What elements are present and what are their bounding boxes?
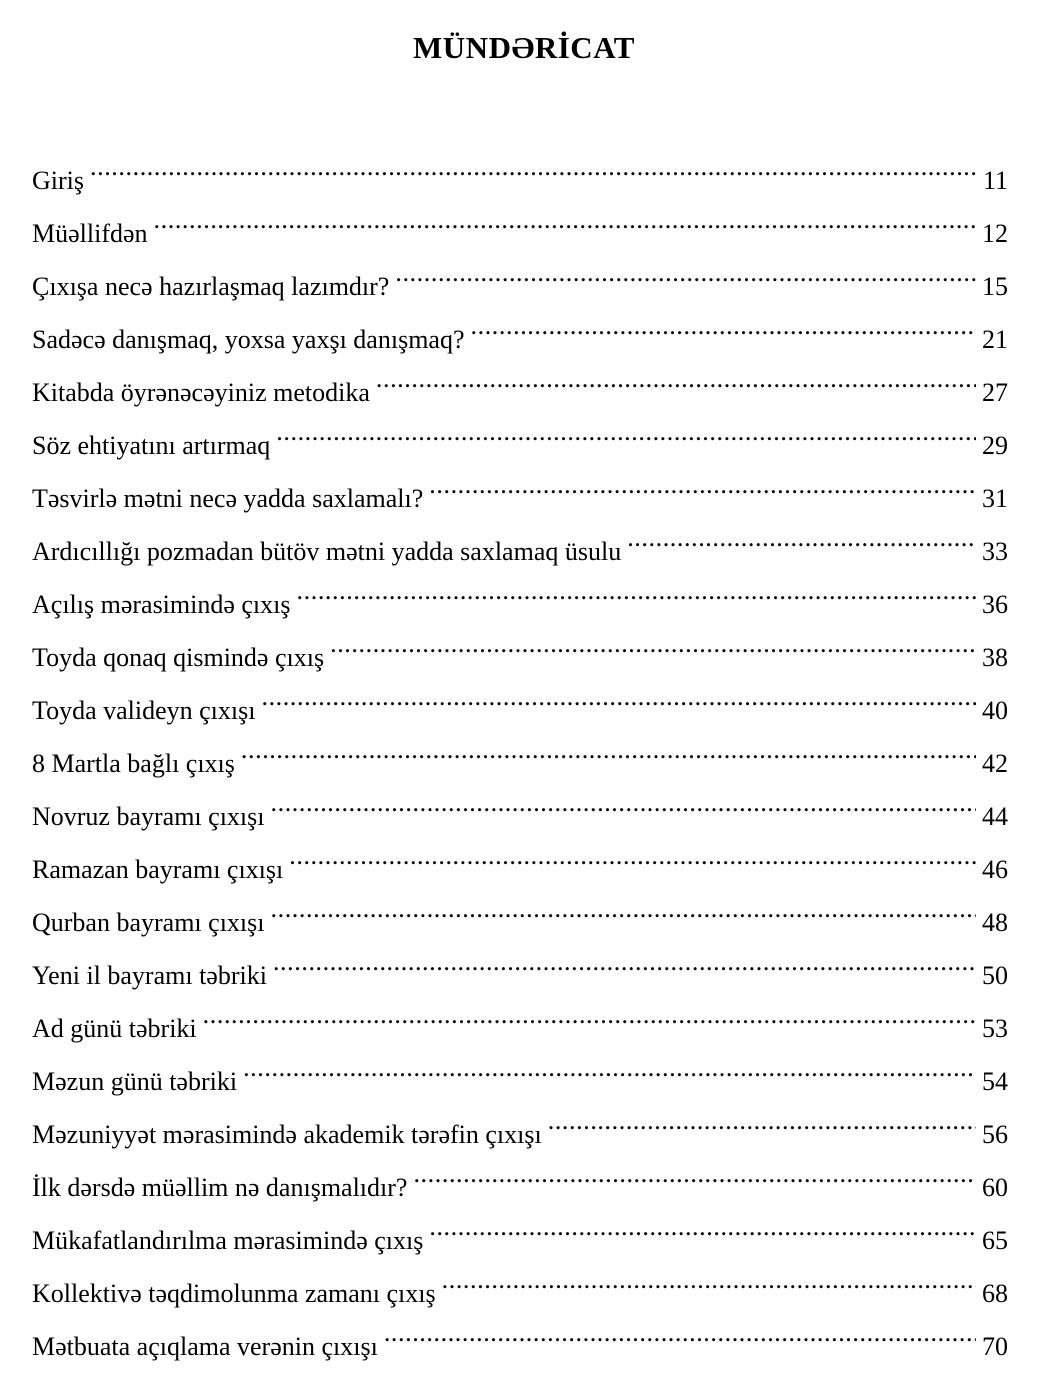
dot-leader: [261, 675, 976, 719]
toc-entry: [32, 410, 1008, 463]
dot-leader: [384, 1311, 976, 1355]
dot-leader: [330, 622, 976, 666]
dot-leader: [276, 410, 976, 454]
toc-entry-page-number: 70: [982, 1332, 1008, 1361]
dot-leader: [271, 781, 977, 825]
dot-leader: [376, 357, 976, 401]
toc-entry-label: Məzuniyyət mərasimində akademik tərəfin çıxışı: [32, 1120, 542, 1149]
toc-entry-page-number: 60: [982, 1173, 1008, 1202]
toc-entry-label: Açılış mərasimində çıxış: [32, 590, 291, 619]
toc-entry-page-number: 53: [982, 1014, 1008, 1043]
toc-entry-page-number: 38: [982, 643, 1008, 672]
toc-entry-label: Toyda valideyn çıxışı: [32, 696, 256, 725]
toc-entry-page-number: 40: [982, 696, 1008, 725]
toc-entry-page-number: 11: [982, 166, 1008, 195]
toc-entry: [32, 1258, 1008, 1311]
toc-entry: [32, 834, 1008, 887]
toc-entry-label: Söz ehtiyatını artırmaq: [32, 431, 271, 460]
dot-leader: [413, 1152, 976, 1196]
toc-entry-page-number: 65: [982, 1226, 1008, 1255]
toc-entry: [32, 781, 1008, 834]
toc-entry: [32, 622, 1008, 675]
toc-entry: [32, 251, 1008, 304]
toc-entry-page-number: 31: [982, 484, 1008, 513]
table-of-contents: [32, 145, 1008, 1364]
toc-entry-label: Yeni il bayramı təbriki: [32, 961, 267, 990]
dot-leader: [289, 834, 976, 878]
dot-leader: [271, 887, 977, 931]
dot-leader: [203, 993, 976, 1037]
dot-leader: [627, 516, 976, 560]
toc-entry: [32, 463, 1008, 516]
toc-entry-label: Toyda qonaq qismində çıxış: [32, 643, 325, 672]
toc-entry-label: Məzun günü təbriki: [32, 1067, 238, 1096]
toc-entry-label: Giriş: [32, 166, 84, 195]
dot-leader: [297, 569, 976, 613]
page-title: MÜNDƏRİCAT: [413, 30, 635, 65]
toc-entry: [32, 1311, 1008, 1364]
dot-leader: [548, 1099, 976, 1143]
toc-entry-label: Ardıcıllığı pozmadan bütöv mətni yadda saxlamaq üsulu: [32, 537, 622, 566]
toc-entry-page-number: 21: [982, 325, 1008, 354]
toc-entry-page-number: 56: [982, 1120, 1008, 1149]
toc-entry: [32, 887, 1008, 940]
toc-entry-page-number: 15: [982, 272, 1008, 301]
toc-entry: [32, 1099, 1008, 1152]
toc-entry: [32, 357, 1008, 410]
toc-entry-page-number: 46: [982, 855, 1008, 884]
toc-entry: [32, 304, 1008, 357]
dot-leader: [273, 940, 976, 984]
toc-entry: [32, 675, 1008, 728]
toc-entry-label: Ad günü təbriki: [32, 1014, 197, 1043]
toc-entry: [32, 569, 1008, 622]
toc-entry: [32, 1152, 1008, 1205]
dot-leader: [241, 728, 976, 772]
toc-entry-label: Kollektivə təqdimolunma zamanı çıxış: [32, 1279, 436, 1308]
toc-entry: [32, 1046, 1008, 1099]
toc-entry-page-number: 54: [982, 1067, 1008, 1096]
toc-entry-page-number: 50: [982, 961, 1008, 990]
toc-entry-label: 8 Martla bağlı çıxış: [32, 749, 235, 778]
toc-entry-label: Novruz bayramı çıxışı: [32, 802, 265, 831]
toc-entry-label: Kitabda öyrənəcəyiniz metodika: [32, 378, 370, 407]
toc-entry-label: Sadəcə danışmaq, yoxsa yaxşı danışmaq?: [32, 325, 465, 354]
toc-entry-page-number: 12: [982, 219, 1008, 248]
toc-entry-page-number: 36: [982, 590, 1008, 619]
toc-entry-label: Müəllifdən: [32, 219, 148, 248]
toc-entry-page-number: 44: [982, 802, 1008, 831]
dot-leader: [243, 1046, 976, 1090]
toc-entry: [32, 198, 1008, 251]
toc-entry: [32, 993, 1008, 1046]
toc-entry-label: Mükafatlandırılma mərasimində çıxış: [32, 1226, 424, 1255]
toc-entry-page-number: 42: [982, 749, 1008, 778]
toc-entry-page-number: 29: [982, 431, 1008, 460]
toc-entry: [32, 728, 1008, 781]
dot-leader: [442, 1258, 976, 1302]
toc-entry: [32, 940, 1008, 993]
toc-entry-label: Mətbuata açıqlama verənin çıxışı: [32, 1332, 378, 1361]
toc-entry-page-number: 48: [982, 908, 1008, 937]
toc-entry-label: İlk dərsdə müəllim nə danışmalıdır?: [32, 1173, 408, 1202]
toc-entry-label: Çıxışa necə hazırlaşmaq lazımdır?: [32, 272, 390, 301]
dot-leader: [90, 145, 977, 189]
toc-entry-page-number: 27: [982, 378, 1008, 407]
dot-leader: [471, 304, 977, 348]
toc-entry-page-number: 33: [982, 537, 1008, 566]
dot-leader: [429, 463, 976, 507]
dot-leader: [154, 198, 976, 242]
toc-entry-label: Qurban bayramı çıxışı: [32, 908, 265, 937]
dot-leader: [395, 251, 976, 295]
toc-entry-page-number: 68: [982, 1279, 1008, 1308]
toc-entry-label: Ramazan bayramı çıxışı: [32, 855, 284, 884]
dot-leader: [429, 1205, 976, 1249]
toc-entry: [32, 145, 1008, 198]
toc-entry: [32, 516, 1008, 569]
toc-entry: [32, 1205, 1008, 1258]
toc-entry-label: Təsvirlə mətni necə yadda saxlamalı?: [32, 484, 424, 513]
